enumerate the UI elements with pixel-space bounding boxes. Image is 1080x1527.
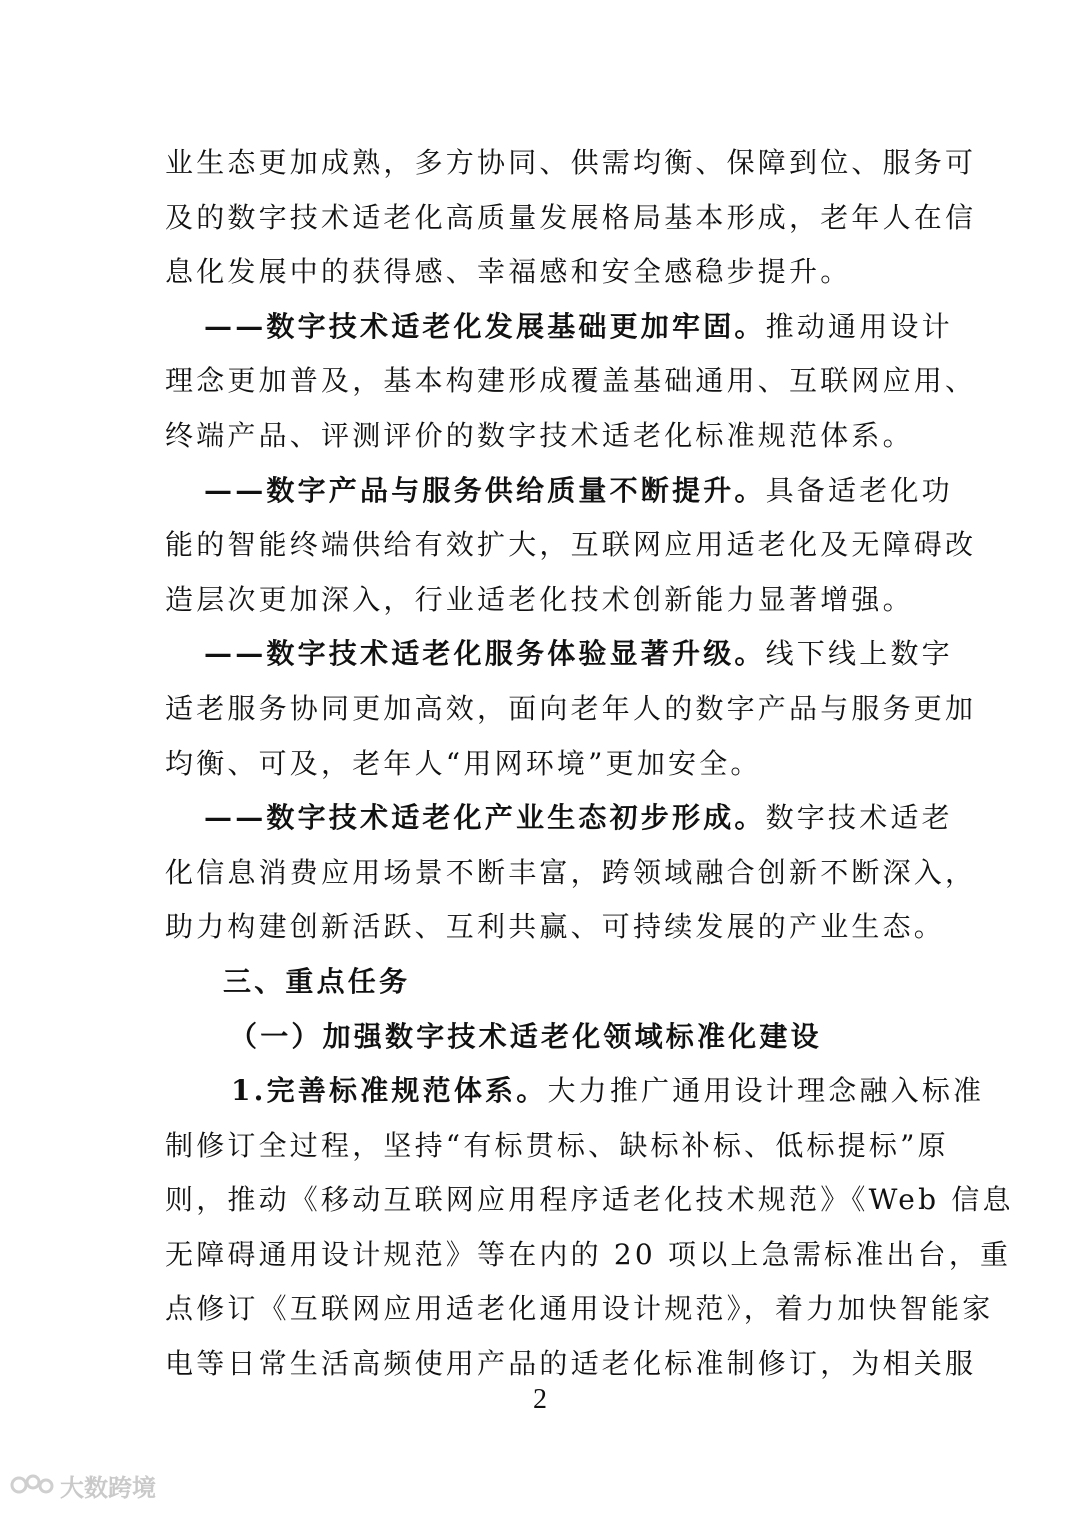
text-line: 业生态更加成熟，多方协同、供需均衡、保障到位、服务可 [165, 146, 977, 179]
text-line: 则，推动《移动互联网应用程序适老化技术规范》《Web 信息 [165, 1183, 1014, 1217]
goal-paragraph-3 [165, 627, 953, 682]
page-number: 2 [533, 1384, 547, 1415]
task-paragraph-1 [165, 1064, 985, 1119]
document-body [165, 136, 1014, 1392]
text-line: 造层次更加深入，行业适老化技术创新能力显著增强。 [165, 582, 914, 616]
goal-text: 具备适老化功 [765, 473, 953, 507]
goal-text: 线下线上数字 [765, 637, 953, 671]
text-line: 及的数字技术适老化高质量发展格局基本形成，老年人在信 [165, 200, 977, 234]
watermark-logo-icon [10, 1470, 56, 1500]
goal-heading: ——数字产品与服务供给质量不断提升。 [204, 473, 766, 507]
goal-heading: ——数字技术适老化服务体验显著升级。 [204, 637, 766, 671]
text-line: 终端产品、评测评价的数字技术适老化标准规范体系。 [165, 418, 914, 452]
text-line: 制修订全过程，坚持“有标贯标、缺标补标、低标提标”原 [165, 1128, 949, 1162]
goal-paragraph-4 [165, 791, 953, 846]
goal-paragraph-2 [165, 464, 953, 519]
section-heading: 三、重点任务 [223, 964, 411, 998]
text-line: 电等日常生活高频使用产品的适老化标准制修订，为相关服 [165, 1347, 977, 1381]
text-line: 能的智能终端供给有效扩大，互联网应用适老化及无障碍改 [165, 528, 977, 562]
task-heading: 1.完善标准规范体系。 [231, 1074, 548, 1108]
text-line: 助力构建创新活跃、互利共赢、可持续发展的产业生态。 [165, 910, 946, 944]
goal-heading: ——数字技术适老化产业生态初步形成。 [204, 801, 766, 835]
task-text: 大力推广通用设计理念融入标准 [547, 1074, 985, 1108]
goal-paragraph-1 [165, 300, 953, 355]
subsection-heading: （一）加强数字技术适老化领域标准化建设 [229, 1019, 822, 1053]
text-line: 息化发展中的获得感、幸福感和安全感稳步提升。 [165, 255, 852, 289]
goal-heading: ——数字技术适老化发展基础更加牢固。 [204, 309, 766, 343]
text-line: 化信息消费应用场景不断丰富，跨领域融合创新不断深入， [165, 855, 977, 889]
text-line: 理念更加普及，基本构建形成覆盖基础通用、互联网应用、 [165, 364, 977, 398]
goal-text: 数字技术适老 [765, 801, 953, 835]
text-line: 无障碍通用设计规范》等在内的 20 项以上急需标准出台，重 [165, 1237, 1012, 1271]
watermark-text: 大数跨境 [60, 1473, 156, 1502]
text-line: 点修订《互联网应用适老化通用设计规范》，着力加快智能家 [165, 1292, 994, 1326]
watermark [10, 1468, 156, 1502]
goal-text: 推动通用设计 [765, 309, 953, 343]
text-line: 适老服务协同更加高效，面向老年人的数字产品与服务更加 [165, 691, 977, 725]
text-line: 均衡、可及，老年人“用网环境”更加安全。 [165, 746, 762, 780]
